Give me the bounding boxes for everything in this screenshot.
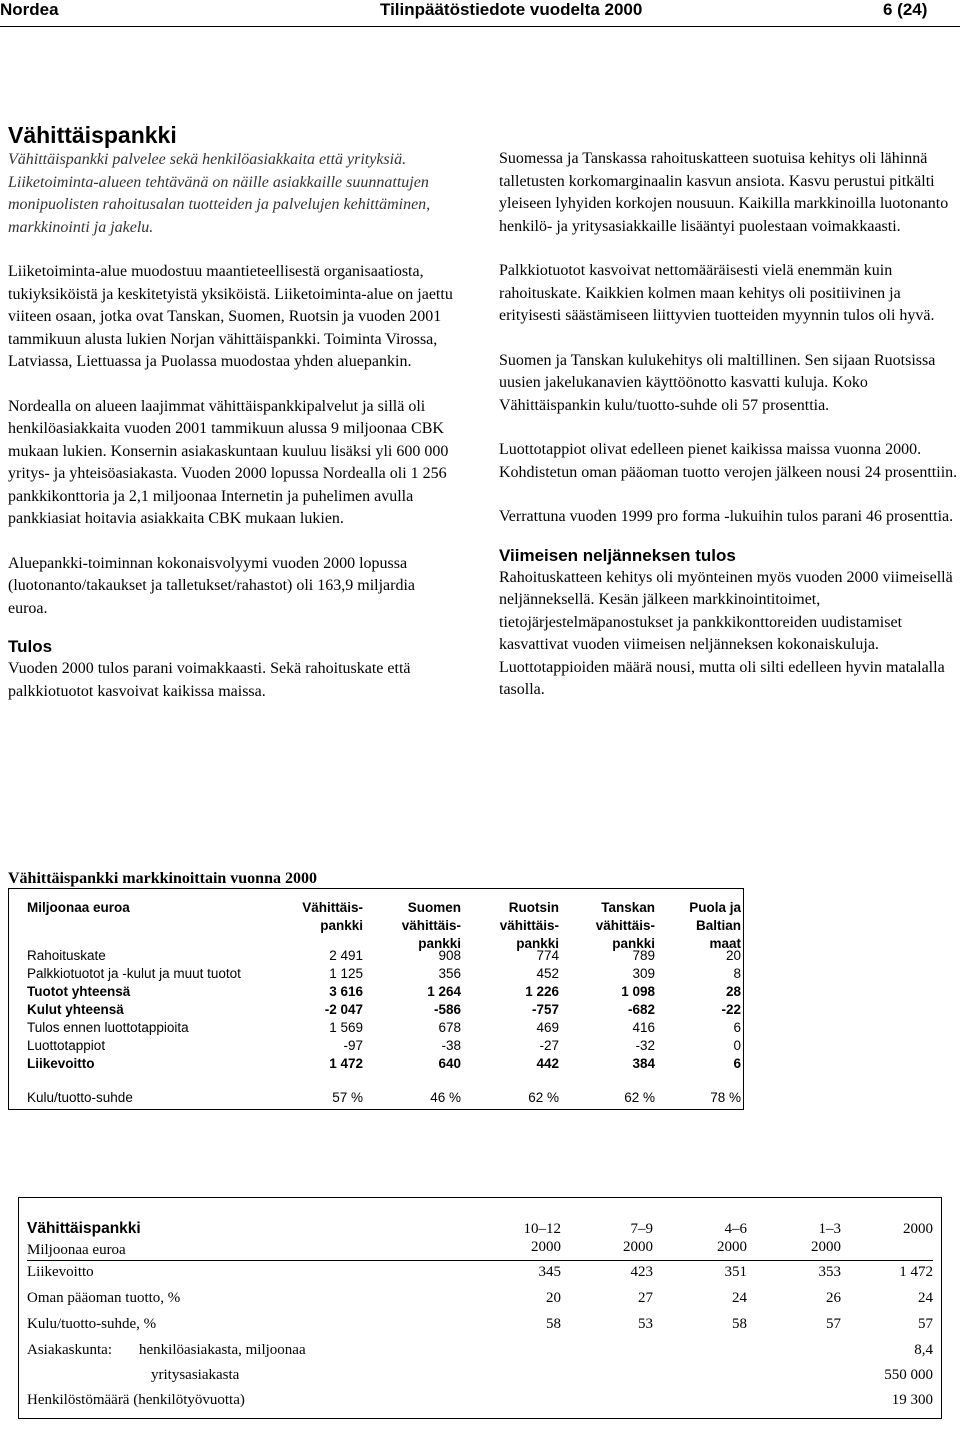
header-company: Nordea <box>0 0 59 19</box>
table1-cell: 469 <box>536 1020 559 1035</box>
table2-customers-persons-value: 8,4 <box>914 1342 933 1358</box>
table1-cell: 442 <box>536 1056 559 1071</box>
header-document-title: Tilinpäätöstiedote vuodelta 2000 <box>380 0 643 19</box>
table1-col-header: Suomen vähittäis- pankki <box>401 900 461 951</box>
table1-markets <box>8 888 744 1110</box>
table2-unit-label: Miljoonaa euroa <box>27 1242 126 1258</box>
table2-col-header: 1–3 2000 <box>811 1221 841 1255</box>
table1-cell: 908 <box>438 948 461 963</box>
table2-cell: 57 <box>826 1316 841 1332</box>
table1-col-header: Puola ja Baltian maat <box>689 900 741 951</box>
heading-tulos: Tulos <box>8 637 53 656</box>
right-column <box>499 148 960 724</box>
table1-col-header: Vähittäis- pankki <box>302 900 363 933</box>
table1-cell: 452 <box>536 966 559 981</box>
table1-cell: 774 <box>536 948 559 963</box>
left-column <box>8 121 458 725</box>
table1-cell: 0 <box>733 1038 741 1053</box>
table2-customers-business-value: 550 000 <box>884 1367 933 1383</box>
table1-unit-label: Miljoonaa euroa <box>27 900 130 915</box>
paragraph-interest-margin: Suomessa ja Tanskassa rahoituskatteen suotuisa kehitys oli lähinnä talletusten korkomarginaalin kasvun ansiota. Kasvu perustui pitkälti yleiseen lyhyiden korkojen nousuun. Kaikilla markkinoilla luotonanto henkilö- ja yritysasiakkaille lisääntyi puolestaan voimakkaasti. <box>499 150 949 235</box>
intro-paragraph: Vähittäispankki palvelee sekä henkilöasiakkaita että yrityksiä. Liiketoiminta-alueen tehtävänä on näille asiakkaille suunnattujen monipuolisten rahoitusalan tuotteiden ja palvelujen kehittäminen, markkinointi ja jakelu. <box>8 151 431 236</box>
table2-header-rule <box>27 1260 933 1261</box>
table2-cell: 24 <box>918 1290 933 1306</box>
table1-cell: 6 <box>733 1056 741 1071</box>
table2-cell: 423 <box>630 1264 653 1280</box>
header-page-number: 6 (24) <box>883 0 928 19</box>
table2-cell: 58 <box>732 1316 747 1332</box>
table1-col-header: Ruotsin vähittäis- pankki <box>499 900 559 951</box>
paragraph-result: Vuoden 2000 tulos parani voimakkaasti. Sekä rahoituskate että palkkiotuotot kasvoivat kaikissa maissa. <box>8 660 411 700</box>
table2-customers-persons-label: henkilöasiakasta, miljoonaa <box>139 1342 306 1358</box>
table1-cell: 28 <box>725 984 741 999</box>
table1-cell: -586 <box>433 1002 461 1017</box>
table1-row-label: Rahoituskate <box>27 948 106 963</box>
table2-cell: 353 <box>818 1264 841 1280</box>
table1-cell: -757 <box>531 1002 559 1017</box>
paragraph-customers: Nordealla on alueen laajimmat vähittäispankkipalvelut ja sillä oli henkilöasiakkaita vuoden 2001 tammikuun alussa 9 miljoonaa CBK mukaan lukien. Konsernin asiakaskuntaan kuuluu lisäksi yli 600 000 yritys- ja yhteisöasiakasta. Vuoden 2000 lopussa Nordealla oli 1 256 pankkikonttoria ja 2,1 miljoonaa Internetin ja puhelimen avulla pankkiasiat hoitavia asiakkaita CBK mukaan lukien. <box>8 397 449 527</box>
table1-cell: 1 125 <box>329 966 363 981</box>
table1-cell: -2 047 <box>324 1002 363 1017</box>
table1-cell: 384 <box>632 1056 655 1071</box>
paragraph-organisation: Liiketoiminta-alue muodostuu maantieteellisestä organisaatiosta, tukiyksiköistä ja keskitetyistä yksiköistä. Liiketoiminta-alue on jaettu viiteen osaan, jotka ovat Tanskan, Suomen, Ruotsin ja vuoden 2001 tammikuun alusta lukien Norjan vähittäispankki. Toiminta Virossa, Latviassa, Liettuassa ja Puolassa muodostaa yhden aluepankin. <box>8 263 453 370</box>
table2-staff-label: Henkilöstömäärä (henkilötyövuotta) <box>27 1392 245 1408</box>
table1-cell: -38 <box>441 1038 461 1053</box>
table2-quarters <box>18 1197 942 1419</box>
table1-ratio-cell: 62 % <box>528 1090 559 1105</box>
table1-cell: 309 <box>632 966 655 981</box>
table2-cell: 1 472 <box>899 1264 933 1280</box>
table2-col-header: 2000 <box>903 1221 933 1237</box>
table2-cell: 26 <box>826 1290 841 1306</box>
table2-row-label: Oman pääoman tuotto, % <box>27 1290 181 1306</box>
table1-row-label: Kulut yhteensä <box>27 1002 124 1017</box>
paragraph-last-quarter: Rahoituskatteen kehitys oli myönteinen myös vuoden 2000 viimeisellä neljänneksellä. Kesän jälkeen markkinointitoimet, tietojärjestelmäpanostukset ja pankkikonttoreiden uudistamiset kasvattivat vuoden viimeisen neljänneksen kokonaiskuluja. Luottotappioiden määrä nousi, mutta oli silti edelleen hyvin matalalla tasolla. <box>499 568 953 698</box>
table2-cell: 20 <box>546 1290 561 1306</box>
paragraph-comparison: Verrattuna vuoden 1999 pro forma -lukuihin tulos parani 46 prosenttia. <box>499 508 954 525</box>
table1-cell: 789 <box>632 948 655 963</box>
table2-col-header: 10–12 2000 <box>523 1221 561 1255</box>
table1-cell: 6 <box>733 1020 741 1035</box>
table2-col-header: 7–9 2000 <box>623 1221 653 1255</box>
table1-cell: 20 <box>725 948 741 963</box>
header-rule <box>0 26 960 27</box>
table1-cell: 3 616 <box>329 984 363 999</box>
table1-cell: 1 264 <box>427 984 461 999</box>
table1-cell: -32 <box>635 1038 655 1053</box>
table1-cell: -27 <box>539 1038 559 1053</box>
table2-customers-label: Asiakaskunta: <box>27 1342 112 1358</box>
table2-cell: 57 <box>918 1316 933 1332</box>
table2-row-label: Liikevoitto <box>27 1264 94 1280</box>
table2-cell: 345 <box>538 1264 561 1280</box>
table1-ratio-label: Kulu/tuotto-suhde <box>27 1090 133 1105</box>
table1-row-label: Liikevoitto <box>27 1056 95 1071</box>
table2-cell: 58 <box>546 1316 561 1332</box>
table1-cell: 1 226 <box>525 984 559 999</box>
table2-cell: 351 <box>724 1264 747 1280</box>
paragraph-costs: Suomen ja Tanskan kulukehitys oli maltillinen. Sen sijaan Ruotsissa uusien jakelukanavien käyttöönotto kasvatti kuluja. Koko Vähittäispankin kulu/tuotto-suhde oli 57 prosenttia. <box>499 351 936 414</box>
table1-cell: 356 <box>438 966 461 981</box>
table1-row-label: Tulos ennen luottotappioita <box>27 1020 189 1035</box>
table2-cell: 24 <box>732 1290 747 1306</box>
table1-cell: 678 <box>438 1020 461 1035</box>
table1-cell: 640 <box>438 1056 461 1071</box>
paragraph-credit-losses: Luottotappiot olivat edelleen pienet kaikissa maissa vuonna 2000. Kohdistetun oman pääoman tuotto verojen jälkeen nousi 24 prosenttiin. <box>499 441 958 481</box>
table1-cell: -97 <box>343 1038 363 1053</box>
section-title: Vähittäispankki <box>8 122 177 148</box>
table2-cell: 53 <box>638 1316 653 1332</box>
paragraph-volume: Aluepankki-toiminnan kokonaisvolyymi vuoden 2000 lopussa (luotonanto/takaukset ja talletukset/rahastot) oli 163,9 miljardia euroa. <box>8 554 416 617</box>
table1-ratio-cell: 62 % <box>624 1090 655 1105</box>
table1-row-label: Luottotappiot <box>27 1038 106 1053</box>
table2-customers-business-label: yritysasiakasta <box>151 1367 240 1383</box>
table1-ratio-cell: 46 % <box>430 1090 461 1105</box>
table1-row-label: Tuotot yhteensä <box>27 984 131 999</box>
table1-cell: 1 472 <box>329 1056 363 1071</box>
table1-cell: -682 <box>627 1002 655 1017</box>
table1-ratio-cell: 78 % <box>710 1090 741 1105</box>
table1-cell: 2 491 <box>329 948 363 963</box>
table1-cell: -22 <box>721 1002 741 1017</box>
table1-cell: 8 <box>733 966 741 981</box>
table1-col-header: Tanskan vähittäis- pankki <box>595 900 655 951</box>
table1-cell: 1 098 <box>621 984 655 999</box>
table1-cell: 1 569 <box>329 1020 363 1035</box>
table2-staff-value: 19 300 <box>891 1392 933 1408</box>
table1-cell: 416 <box>632 1020 655 1035</box>
heading-last-quarter: Viimeisen neljänneksen tulos <box>499 545 736 565</box>
table1-title: Vähittäispankki markkinoittain vuonna 2000 <box>8 870 317 887</box>
paragraph-commissions: Palkkiotuotot kasvoivat nettomääräisesti vielä enemmän kuin rahoituskate. Kaikkien kolmen maan kehitys oli positiivinen ja erityisesti säästämiseen liittyvien tuotteiden myynnin tulos oli hyvä. <box>499 262 935 324</box>
table2-title: Vähittäispankki <box>27 1220 141 1237</box>
table1-row-label: Palkkiotuotot ja -kulut ja muut tuotot <box>27 966 241 981</box>
table2-col-header: 4–6 2000 <box>717 1221 747 1255</box>
table2-row-label: Kulu/tuotto-suhde, % <box>27 1316 157 1332</box>
table2-cell: 27 <box>638 1290 653 1306</box>
table1-ratio-cell: 57 % <box>332 1090 363 1105</box>
